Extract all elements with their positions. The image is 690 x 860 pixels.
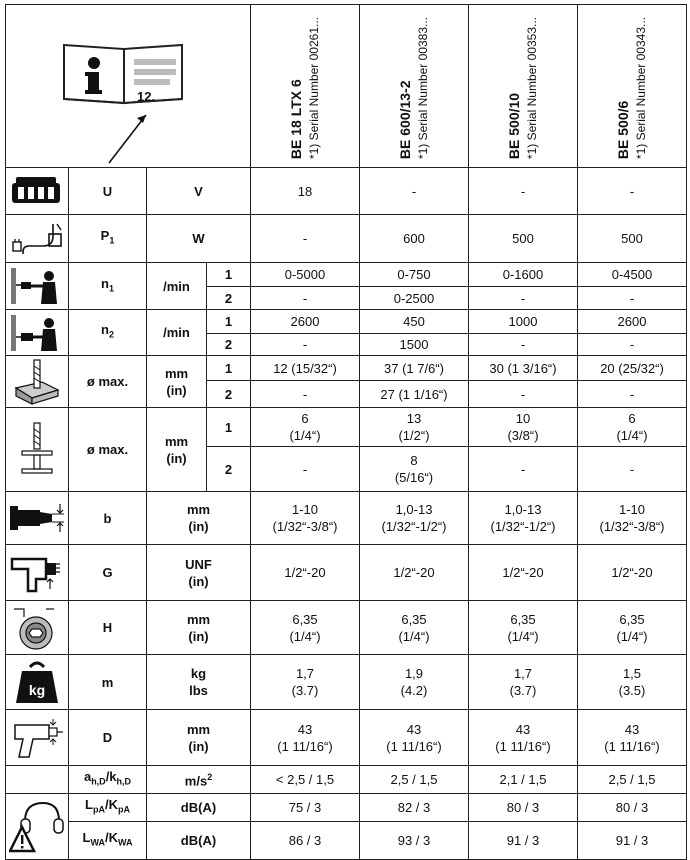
row-n1-gear1 [6, 263, 687, 287]
row-dia-wood-gear1 [6, 356, 687, 381]
value: 6 [301, 411, 309, 426]
info-book-cell [6, 5, 251, 168]
clamping-width-icon [8, 500, 66, 536]
value: 91 / 3 [469, 822, 578, 860]
value: 1,9 [404, 666, 424, 681]
row-power [6, 215, 687, 263]
value: 30 (1 3/16“) [469, 356, 578, 381]
model-header-1 [251, 5, 360, 168]
value: 6,35 [510, 611, 536, 627]
symbol-sub: h,D [91, 776, 106, 787]
value: 18 [251, 168, 360, 215]
unit: mm [164, 433, 189, 449]
symbol: P [100, 228, 110, 244]
ear-protection-icon [9, 799, 65, 855]
value: 27 (1 1/16“) [360, 381, 469, 408]
value: 75 / 3 [251, 794, 360, 822]
model-name: BE 500/6 [615, 100, 631, 159]
value: 1/2“-20 [251, 545, 360, 601]
symbol-sub: 1 [108, 283, 114, 294]
value: 86 / 3 [251, 822, 360, 860]
value: - [578, 381, 687, 408]
value: 1/2“-20 [360, 545, 469, 601]
symbol: /K [104, 830, 118, 846]
row-lwa [6, 822, 687, 860]
model-name: BE 500/10 [506, 92, 522, 159]
value: 2,5 / 1,5 [360, 766, 469, 794]
value: 1,5 [622, 666, 642, 681]
unit: dB(A) [147, 822, 251, 860]
value: 1-10 [618, 502, 646, 517]
value: (4.2) [400, 683, 428, 698]
value: (3.7) [509, 683, 537, 698]
value: 450 [360, 310, 469, 334]
value: - [469, 287, 578, 310]
unit: (in) [188, 738, 209, 754]
value: (1/4“) [398, 628, 430, 644]
value: 37 (1 7/6“) [360, 356, 469, 381]
value: - [251, 334, 360, 356]
unit: W [147, 215, 251, 263]
row-chuck-width [6, 492, 687, 545]
unit-sup: 2 [207, 772, 213, 783]
drilling-person-icon [9, 266, 65, 306]
symbol: b [69, 492, 147, 545]
value: 2,1 / 1,5 [469, 766, 578, 794]
symbol: n [101, 275, 109, 291]
value: 10 [515, 411, 531, 426]
value: 0-2500 [360, 287, 469, 310]
unit: V [147, 168, 251, 215]
row-n2-gear1 [6, 310, 687, 334]
row-spindle-collar [6, 710, 687, 766]
value: 0-4500 [578, 263, 687, 287]
value: 0-750 [360, 263, 469, 287]
unit: /min [147, 310, 207, 356]
model-name: BE 18 LTX 6 [288, 79, 304, 159]
value: (5/16“) [394, 470, 434, 485]
gear: 2 [207, 447, 251, 492]
unit: (in) [188, 519, 209, 534]
symbol: /K [104, 797, 118, 813]
value: 2,5 / 1,5 [578, 766, 687, 794]
value: 1000 [469, 310, 578, 334]
value: - [578, 287, 687, 310]
symbol: a [83, 769, 92, 785]
value: - [469, 381, 578, 408]
value: - [469, 168, 578, 215]
symbol: G [69, 545, 147, 601]
gear: 1 [207, 408, 251, 447]
symbol: D [69, 710, 147, 766]
gear: 2 [207, 287, 251, 310]
serial-number: *1) Serial Number 00353... [525, 16, 539, 159]
value: 1,7 [513, 666, 533, 681]
value: 13 [406, 411, 422, 426]
value: 1500 [360, 334, 469, 356]
model-name: BE 600/13-2 [397, 80, 413, 159]
value: - [578, 168, 687, 215]
value: (1/4“) [616, 428, 648, 443]
spindle-thread-icon [8, 553, 66, 593]
unit: (in) [188, 573, 209, 589]
value: (1 11/16“) [386, 738, 442, 754]
info-book-icon [6, 5, 251, 167]
row-voltage [6, 168, 687, 215]
symbol: ø max. [69, 356, 147, 408]
symbol: /k [105, 769, 117, 785]
value: - [251, 287, 360, 310]
value: 43 [515, 721, 531, 737]
row-vibration [6, 766, 687, 794]
symbol: L [85, 797, 93, 813]
value: 0-1600 [469, 263, 578, 287]
spec-table [5, 4, 687, 860]
symbol-sub: WA [117, 837, 133, 848]
symbol-sub: WA [90, 837, 105, 848]
value: (1 11/16“) [604, 738, 660, 754]
row-hex-collar [6, 601, 687, 655]
value: 8 [410, 453, 418, 468]
value: - [469, 447, 578, 492]
unit: /min [147, 263, 207, 310]
steel-drill-bit-icon [12, 421, 62, 479]
unit: m/s [184, 773, 208, 789]
value: (1/32“-3/8“) [599, 519, 665, 534]
battery-pack-icon [10, 173, 64, 209]
row-lpa [6, 794, 687, 822]
manual-page-number: 12. [137, 89, 156, 104]
symbol: U [69, 168, 147, 215]
value: 93 / 3 [360, 822, 469, 860]
mains-power-icon [9, 220, 65, 258]
unit: dB(A) [147, 794, 251, 822]
symbol-sub: 1 [109, 235, 115, 246]
wood-drill-bit-icon [12, 358, 62, 406]
symbol: H [69, 601, 147, 655]
value: 43 [406, 721, 422, 737]
unit: (in) [166, 382, 187, 398]
value: (1/4“) [507, 628, 539, 644]
value: (1/32“-3/8“) [272, 519, 338, 534]
value: 1-10 [291, 502, 319, 517]
value: - [360, 168, 469, 215]
unit: (in) [188, 628, 209, 644]
unit: mm [164, 365, 189, 381]
value: - [578, 447, 687, 492]
unit: lbs [189, 683, 208, 698]
value: (1 11/16“) [495, 738, 551, 754]
value: 20 (25/32“) [578, 356, 687, 381]
symbol: n [101, 322, 109, 338]
value: 91 / 3 [578, 822, 687, 860]
unit: mm [186, 721, 211, 737]
symbol: ø max. [69, 408, 147, 492]
serial-number: *1) Serial Number 00343... [634, 16, 648, 159]
value: (3.7) [291, 683, 319, 698]
unit: (in) [166, 450, 187, 466]
row-thread [6, 545, 687, 601]
symbol: L [82, 830, 91, 846]
value: (1/32“-1/2“) [381, 519, 447, 534]
value: 43 [297, 721, 313, 737]
value: (3.5) [618, 683, 646, 698]
value: 2600 [578, 310, 687, 334]
value: 500 [469, 215, 578, 263]
value: 1/2“-20 [469, 545, 578, 601]
value: 82 / 3 [360, 794, 469, 822]
value: (1/4“) [289, 428, 321, 443]
weight-label: kg [28, 682, 46, 698]
value: 6,35 [292, 611, 318, 627]
value: 6,35 [401, 611, 427, 627]
model-header-2 [360, 5, 469, 168]
value: 1,7 [295, 666, 315, 681]
row-dia-steel-gear1 [6, 408, 687, 447]
symbol-sub: h,D [116, 776, 132, 787]
value: 6 [628, 411, 636, 426]
gear: 1 [207, 263, 251, 287]
hex-collar-icon [10, 605, 64, 651]
gear: 1 [207, 356, 251, 381]
value: 1,0-13 [504, 502, 542, 517]
row-weight [6, 655, 687, 710]
value: 1,0-13 [395, 502, 433, 517]
serial-number: *1) Serial Number 00383... [416, 16, 430, 159]
value: < 2,5 / 1,5 [251, 766, 360, 794]
value: (3/8“) [507, 428, 539, 443]
value: (1/4“) [289, 628, 321, 644]
value: - [578, 334, 687, 356]
value: 12 (15/32“) [251, 356, 360, 381]
value: (1 11/16“) [277, 738, 333, 754]
unit: kg [190, 666, 207, 681]
model-header-3 [469, 5, 578, 168]
unit: mm [186, 611, 211, 627]
gear: 2 [207, 334, 251, 356]
value: - [251, 215, 360, 263]
symbol-sub: pA [92, 804, 105, 815]
value: - [469, 334, 578, 356]
value: 80 / 3 [578, 794, 687, 822]
value: 600 [360, 215, 469, 263]
symbol: m [69, 655, 147, 710]
value: 1/2“-20 [578, 545, 687, 601]
value: - [251, 381, 360, 408]
value: 80 / 3 [469, 794, 578, 822]
value: 43 [624, 721, 640, 737]
value: (1/32“-1/2“) [490, 519, 556, 534]
value: 500 [578, 215, 687, 263]
drilling-person-icon [9, 313, 65, 353]
value: 2600 [251, 310, 360, 334]
symbol-sub: pA [117, 804, 130, 815]
serial-number: *1) Serial Number 00261... [307, 16, 321, 159]
spindle-collar-icon [9, 715, 65, 761]
value: - [251, 447, 360, 492]
weight-kg-icon [12, 659, 62, 705]
value: 0-5000 [251, 263, 360, 287]
value: 6,35 [619, 611, 645, 627]
unit: UNF [185, 556, 212, 572]
gear: 1 [207, 310, 251, 334]
symbol-sub: 2 [108, 329, 114, 340]
unit: mm [186, 502, 211, 517]
gear: 2 [207, 381, 251, 408]
value: (1/2“) [398, 428, 430, 443]
model-header-4 [578, 5, 687, 168]
value: (1/4“) [616, 628, 648, 644]
